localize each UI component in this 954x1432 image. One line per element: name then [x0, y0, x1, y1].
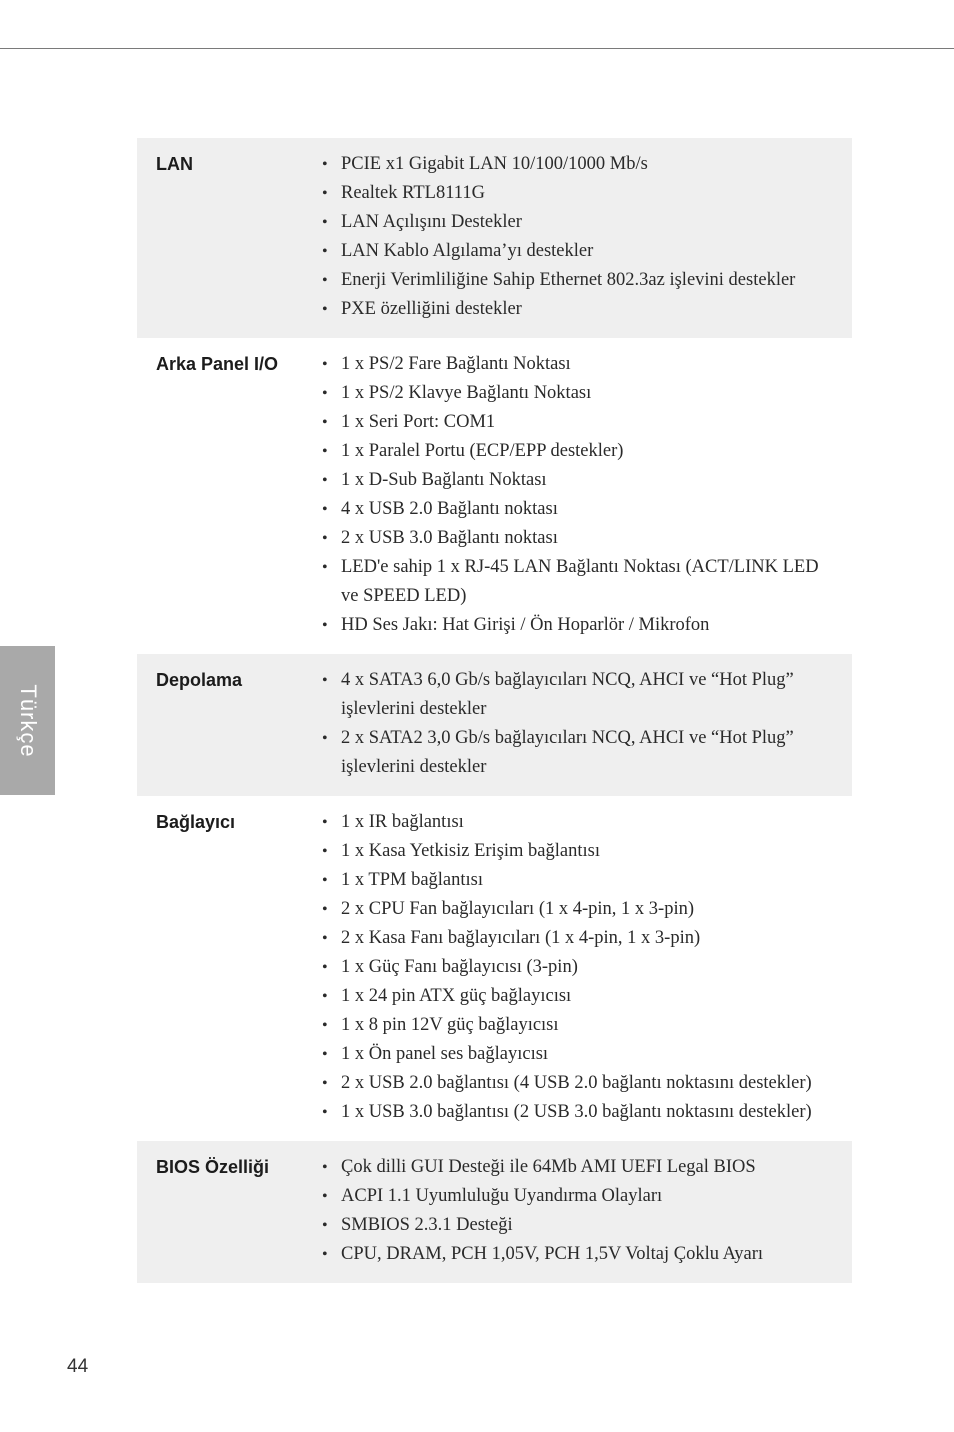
- spec-item: • LED'e sahip 1 x RJ-45 LAN Bağlantı Noktası (ACT/LINK LED ve SPEED LED): [322, 553, 832, 611]
- spec-row-label: LAN: [156, 154, 193, 174]
- spec-item: • 1 x Ön panel ses bağlayıcısı: [322, 1040, 832, 1069]
- language-side-tab: [0, 646, 55, 795]
- spec-item: • 4 x USB 2.0 Bağlantı noktası: [322, 495, 832, 524]
- spec-row: [137, 1141, 852, 1283]
- spec-row-label: BIOS Özelliği: [156, 1157, 270, 1177]
- spec-item: • 2 x USB 3.0 Bağlantı noktası: [322, 524, 832, 553]
- language-tab-label: Türkçe: [15, 683, 41, 758]
- spec-item-list: [322, 808, 832, 1127]
- spec-item: • Çok dilli GUI Desteği ile 64Mb AMI UEFI Legal BIOS: [322, 1153, 832, 1182]
- spec-item: • PCIE x1 Gigabit LAN 10/100/1000 Mb/s: [322, 150, 832, 179]
- header-rule: [0, 48, 954, 49]
- spec-item: • 1 x USB 3.0 bağlantısı (2 USB 3.0 bağlantı noktasını destekler): [322, 1098, 832, 1127]
- spec-item: • HD Ses Jakı: Hat Girişi / Ön Hoparlör / Mikrofon: [322, 611, 832, 640]
- spec-item-list: [322, 1153, 832, 1269]
- spec-item: • SMBIOS 2.3.1 Desteği: [322, 1211, 832, 1240]
- spec-item-list: [322, 666, 832, 782]
- spec-item: • Enerji Verimliliğine Sahip Ethernet 802.3az işlevini destekler: [322, 266, 832, 295]
- spec-item: • PXE özelliğini destekler: [322, 295, 832, 324]
- page-number: 44: [67, 1356, 89, 1377]
- spec-item-list: [322, 350, 832, 640]
- spec-item: • 1 x PS/2 Fare Bağlantı Noktası: [322, 350, 832, 379]
- spec-item: • 1 x Seri Port: COM1: [322, 408, 832, 437]
- spec-item: • 1 x TPM bağlantısı: [322, 866, 832, 895]
- spec-item: • 2 x Kasa Fanı bağlayıcıları (1 x 4-pin, 1 x 3-pin): [322, 924, 832, 953]
- spec-row-label: Depolama: [156, 670, 243, 690]
- spec-item: • LAN Açılışını Destekler: [322, 208, 832, 237]
- spec-item: • 2 x SATA2 3,0 Gb/s bağlayıcıları NCQ, AHCI ve “Hot Plug” işlevlerini destekler: [322, 724, 832, 782]
- spec-item: • 1 x D-Sub Bağlantı Noktası: [322, 466, 832, 495]
- spec-row: [137, 138, 852, 338]
- spec-table: [137, 138, 852, 1283]
- spec-item: • 1 x IR bağlantısı: [322, 808, 832, 837]
- spec-item: • 1 x Kasa Yetkisiz Erişim bağlantısı: [322, 837, 832, 866]
- spec-item-list: [322, 150, 832, 324]
- spec-item: • 1 x Paralel Portu (ECP/EPP destekler): [322, 437, 832, 466]
- spec-item: • 4 x SATA3 6,0 Gb/s bağlayıcıları NCQ, AHCI ve “Hot Plug” işlevlerini destekler: [322, 666, 832, 724]
- spec-row: [137, 338, 852, 654]
- spec-row-label: Bağlayıcı: [156, 812, 236, 832]
- spec-row-label: Arka Panel I/O: [156, 354, 279, 374]
- spec-item: • LAN Kablo Algılama’yı destekler: [322, 237, 832, 266]
- spec-item: • ACPI 1.1 Uyumluluğu Uyandırma Olayları: [322, 1182, 832, 1211]
- spec-item: • 1 x Güç Fanı bağlayıcısı (3-pin): [322, 953, 832, 982]
- spec-item: • Realtek RTL8111G: [322, 179, 832, 208]
- spec-row: [137, 654, 852, 796]
- spec-item: • 2 x USB 2.0 bağlantısı (4 USB 2.0 bağlantı noktasını destekler): [322, 1069, 832, 1098]
- spec-item: • CPU, DRAM, PCH 1,05V, PCH 1,5V Voltaj Çoklu Ayarı: [322, 1240, 832, 1269]
- spec-item: • 1 x PS/2 Klavye Bağlantı Noktası: [322, 379, 832, 408]
- spec-item: • 2 x CPU Fan bağlayıcıları (1 x 4-pin, 1 x 3-pin): [322, 895, 832, 924]
- spec-item: • 1 x 8 pin 12V güç bağlayıcısı: [322, 1011, 832, 1040]
- spec-item: • 1 x 24 pin ATX güç bağlayıcısı: [322, 982, 832, 1011]
- spec-row: [137, 796, 852, 1141]
